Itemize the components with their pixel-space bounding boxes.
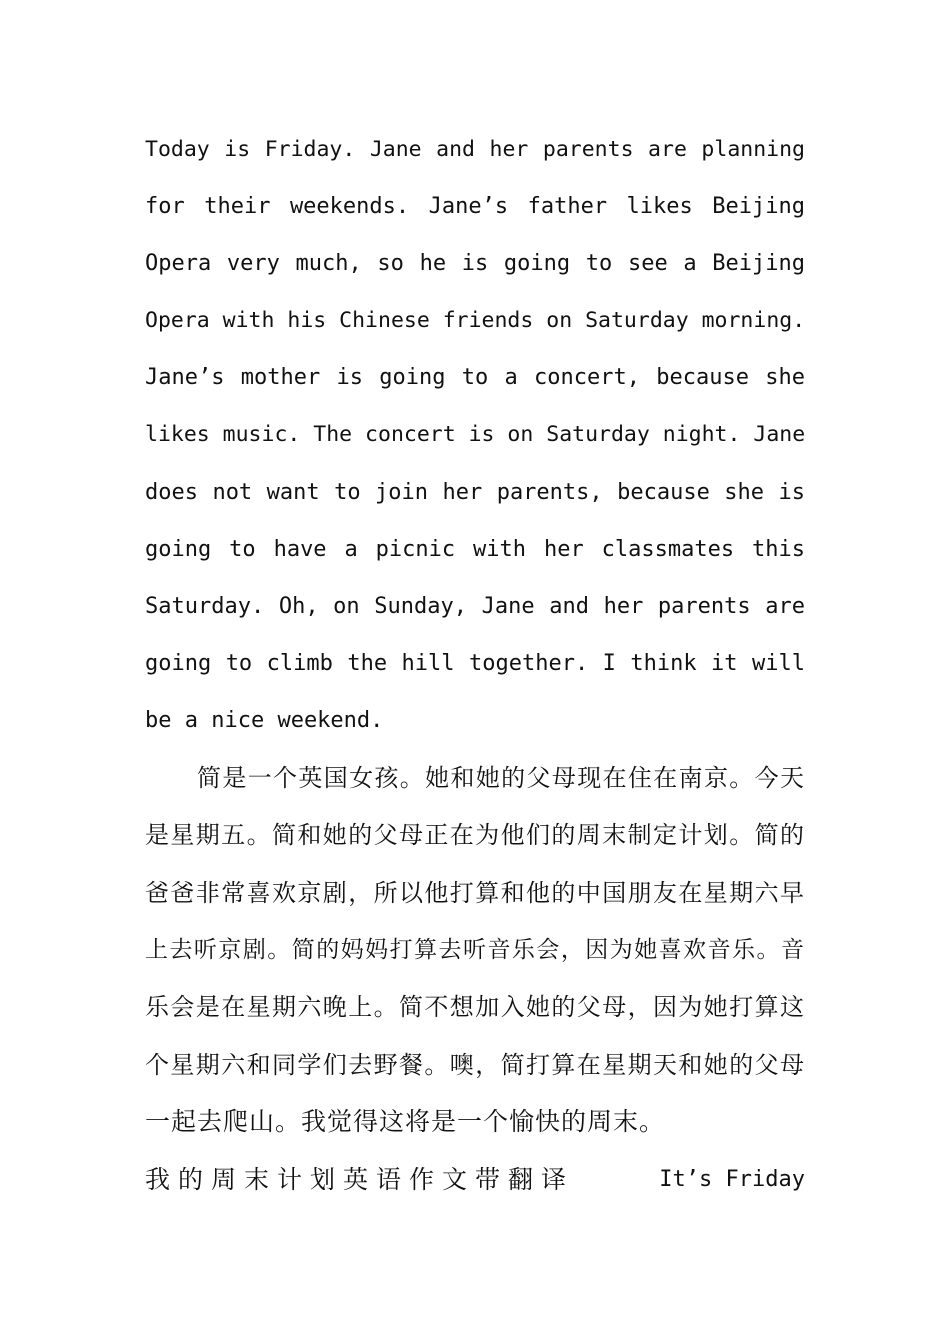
chinese-line: 一起去爬山。我觉得这将是一个愉快的周末。 <box>145 1107 666 1136</box>
chinese-line: 简是一个英国女孩。她和她的父母现在住在南京。今天 <box>197 764 805 792</box>
english-line: likes music. The concert is on Saturday night. Jane <box>145 422 806 447</box>
footer-line <box>145 1164 805 1196</box>
english-line: be a nice weekend. <box>145 708 384 733</box>
english-line: for their weekends. Jane’s father likes Beijing <box>145 194 805 219</box>
chinese-line: 上去听京剧。简的妈妈打算去听音乐会，因为她喜欢音乐。音 <box>145 937 805 963</box>
english-line: going to have a picnic with her classmates this <box>145 537 805 562</box>
english-line: going to climb the hill together. I think it will <box>145 651 805 676</box>
document-title: 我的周末计划英语作文带翻译 <box>145 1165 575 1194</box>
footer-continuation-text: It’s Friday <box>659 1167 805 1192</box>
chinese-line: 乐会是在星期六晚上。简不想加入她的父母，因为她打算这 <box>145 993 805 1021</box>
chinese-line: 是星期五。简和她的父母正在为他们的周末制定计划。简的 <box>145 821 805 849</box>
english-line: Opera very much, so he is going to see a Beijing <box>145 251 805 276</box>
english-line: does not want to join her parents, because she is <box>145 480 805 505</box>
chinese-line: 爸爸非常喜欢京剧，所以他打算和他的中国朋友在星期六早 <box>145 879 805 907</box>
english-line: Jane’s mother is going to a concert, because she <box>145 365 805 390</box>
english-line: Saturday. Oh, on Sunday, Jane and her parents are <box>145 594 805 619</box>
chinese-line: 个星期六和同学们去野餐。噢，简打算在星期天和她的父母 <box>145 1051 805 1079</box>
english-line: Today is Friday. Jane and her parents are planning <box>145 137 805 162</box>
english-line: Opera with his Chinese friends on Saturday morning. <box>145 308 806 333</box>
